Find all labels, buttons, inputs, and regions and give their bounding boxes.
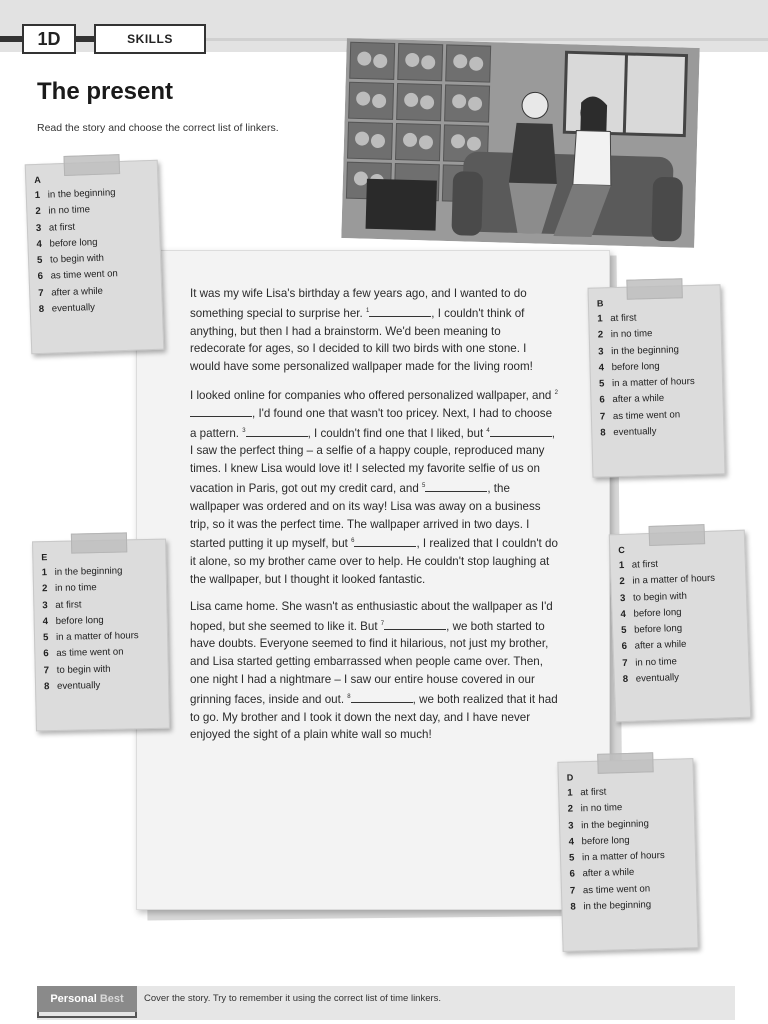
answer-blank-3[interactable]: [246, 426, 308, 437]
list-item: 3 at first: [35, 221, 76, 234]
instruction-text: Read the story and choose the correct list of linkers.: [37, 122, 279, 134]
list-item: 7 as time went on: [569, 883, 651, 897]
list-item: 1 at first: [618, 558, 659, 572]
list-item: 8 eventually: [622, 672, 680, 686]
linker-note-b: [588, 284, 726, 477]
list-item: 3 in the beginning: [568, 818, 650, 832]
answer-blank-4[interactable]: [490, 426, 552, 437]
note-letter: C: [618, 544, 625, 556]
list-item: 1 in the beginning: [34, 187, 116, 202]
note-letter: E: [41, 552, 48, 563]
list-item: 8 in the beginning: [570, 899, 652, 913]
linker-note-d: [557, 758, 698, 952]
blank-number: 3: [242, 427, 246, 434]
unit-label: 1D: [22, 24, 76, 54]
list-item: 7 as time went on: [599, 409, 681, 423]
story-paragraph-3: Lisa came home. She wasn't as enthusiastic about the wallpaper as I'd hoped, but she seemed to like it. But $^7$ , we both started to have doubts. Everyone seemed to find it hilarious, not just my brother, and Lisa started getting embarrassed when people came over. Then, one night I had a nightmare – I saw our entire house covered in our grinning faces, inside and out. $^8$ , we both realized that it had to go. My brother and I took it down the next day, and I have never enjoyed the sight of a plain white wall so much!: [190, 599, 558, 742]
note-letter: B: [596, 298, 604, 309]
list-item: 6 as time went on: [37, 268, 119, 283]
list-item: 7 in no time: [622, 655, 678, 669]
blank-number: 8: [347, 693, 351, 700]
linker-note-e: [32, 539, 170, 732]
list-item: 1 in the beginning: [41, 565, 123, 579]
couple-wallpaper-illustration: [341, 38, 699, 248]
blank-number: 6: [351, 538, 355, 545]
list-item: 5 in a matter of hours: [598, 376, 695, 390]
blank-number: 7: [380, 620, 385, 627]
answer-blank-7[interactable]: [384, 619, 446, 630]
list-item: 2 in no time: [567, 802, 623, 815]
blank-number: 5: [422, 482, 426, 489]
list-item: 2 in no time: [597, 328, 653, 341]
list-item: 2 in a matter of hours: [619, 573, 716, 588]
page-title: The present: [37, 78, 174, 105]
story-text: [190, 285, 558, 753]
list-item: 4 before long: [568, 834, 630, 848]
list-item: 5 before long: [620, 623, 683, 637]
list-item: 5 in a matter of hours: [568, 850, 665, 864]
answer-blank-8[interactable]: [351, 692, 413, 703]
list-item: 5 to begin with: [36, 252, 105, 267]
blank-number: 4: [486, 427, 490, 434]
list-item: 6 after a while: [621, 639, 687, 653]
note-letter: A: [34, 174, 41, 186]
tape: [626, 278, 683, 299]
header-tab-lead: [0, 36, 22, 42]
tape: [71, 532, 127, 553]
list-item: 7 after a while: [38, 285, 104, 299]
linker-note-c: [609, 530, 751, 723]
story-paragraph-2: I looked online for companies who offered personalized wallpaper, and $^2$, I'd found one that wasn't too pricey. Next, I had to choose a pattern. $^3$ , I couldn't find one that I liked, but $^4$ , I saw the perfect thing – a selfie of a happy couple, reproduced many times. I knew Lisa would love it! I selected my favorite selfie of us on vacation in Paris, got out my credit card, and $^5$ , the wallpaper was ordered and on its way! Lisa was away on a business trip, so it was the perfect time. The wallpaper arrived in two days. I started putting it up myself, but $^6$ , I realized that I couldn't do it alone, so my brother came over to help. He couldn't stop laughing at the wallpaper, but I thought it looked fantastic.: [190, 388, 558, 586]
list-item: 2 in no time: [41, 582, 97, 595]
tape: [63, 154, 120, 176]
list-item: 1 at first: [567, 786, 607, 799]
tape: [648, 524, 705, 546]
answer-blank-6[interactable]: [354, 536, 416, 547]
answer-blank-1[interactable]: [369, 306, 431, 317]
list-item: 3 at first: [42, 598, 82, 611]
list-item: 2 in no time: [35, 204, 91, 218]
header-tab-connector: [76, 36, 96, 42]
list-item: 8 eventually: [38, 302, 96, 316]
story-paragraph-1: It was my wife Lisa's birthday a few years ago, and I wanted to do something special to surprise her. $^1$ , I couldn't think of anything, but then I had a brainstorm. We'd been meaning to redecorate for ages, so I decided to kill two birds with one stone. I would have some personalized wallpaper made for the living room!: [190, 287, 533, 374]
list-item: 8 eventually: [43, 680, 101, 693]
list-item: 5 in a matter of hours: [42, 630, 139, 644]
list-item: 6 after a while: [599, 393, 665, 406]
list-item: 3 in the beginning: [598, 343, 680, 358]
blank-number: 2: [554, 389, 558, 396]
footer-instruction: Cover the story. Try to remember it using the correct list of time linkers.: [144, 993, 442, 1004]
list-item: 3 to begin with: [619, 590, 688, 604]
list-item: 4 before long: [36, 236, 98, 250]
list-item: 4 before long: [42, 614, 104, 628]
tape: [597, 752, 654, 774]
section-label: SKILLS: [94, 24, 206, 54]
list-item: 6 after a while: [569, 867, 635, 881]
linker-note-a: [25, 160, 165, 355]
list-item: 1 at first: [597, 312, 637, 325]
list-item: 4 before long: [620, 606, 682, 620]
blank-number: 1: [365, 307, 370, 314]
list-item: 7 to begin with: [43, 663, 111, 676]
list-item: 8 eventually: [600, 426, 657, 439]
list-item: 4 before long: [598, 360, 660, 374]
personal-best-badge: Personal Best: [37, 986, 137, 1012]
list-item: 6 as time went on: [43, 647, 124, 660]
badge-underline: [37, 1012, 137, 1018]
answer-blank-2[interactable]: [190, 406, 252, 417]
note-letter: D: [566, 772, 574, 783]
answer-blank-5[interactable]: [425, 481, 487, 492]
